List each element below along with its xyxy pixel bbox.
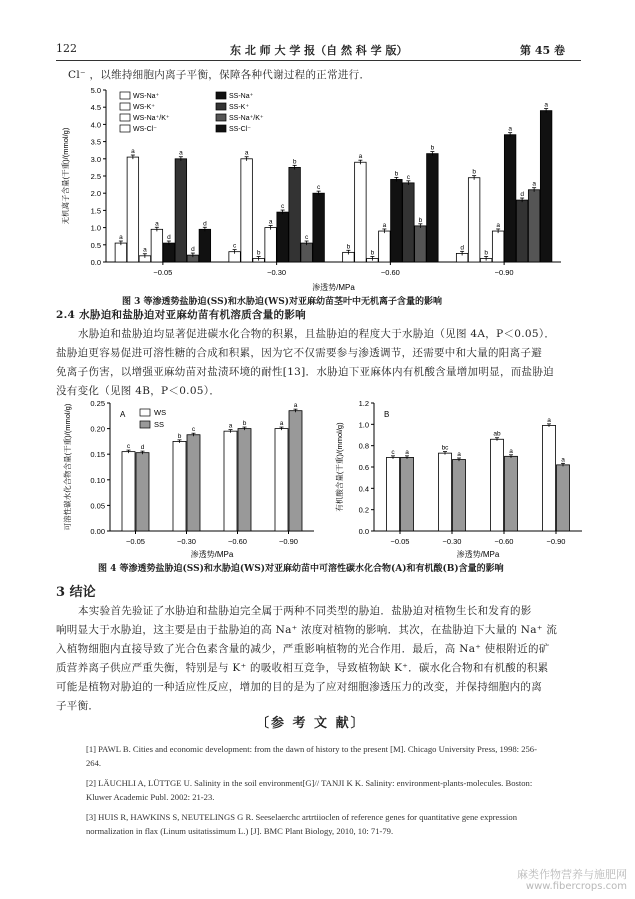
sec3-paragraph xyxy=(56,602,586,716)
legend-label: WS-Cl⁻ xyxy=(133,126,157,133)
significance-letter: c xyxy=(126,443,131,451)
legend-swatch xyxy=(216,125,226,132)
header-rule xyxy=(56,60,581,61)
legend-label: SS-Na⁺ xyxy=(229,93,254,100)
panel-label: A xyxy=(120,410,126,419)
sec24-line: 没有变化（见图 4B，P＜0.05）． xyxy=(56,385,221,397)
bar xyxy=(528,190,540,262)
significance-letter: b xyxy=(418,216,423,224)
bar xyxy=(163,243,175,262)
y-tick-label: 0.15 xyxy=(90,450,105,460)
y-tick-label: 0.8 xyxy=(358,441,369,451)
bar xyxy=(289,411,302,531)
significance-letter: b xyxy=(394,170,399,178)
significance-letter: b xyxy=(472,168,476,176)
reference-line: normalization in flax (Linum usitatissimum L.) [J]. BMC Plant Biology, 2010, 10: 71-79. xyxy=(86,826,394,836)
significance-letter: a xyxy=(179,149,183,157)
sec3-line: 响明显大于水胁迫，这主要是由于盐胁迫的高 Na⁺ 浓度对植物的影响．其次，在盐胁迫下大量的 Na⁺ 流 xyxy=(56,624,558,636)
significance-letter: b xyxy=(242,420,247,428)
x-tick-label: −0.60 xyxy=(380,268,400,277)
x-axis-label: 渗透势/MPa xyxy=(456,550,500,559)
x-tick-label: −0.90 xyxy=(279,537,298,546)
sec3-line: 子平衡． xyxy=(56,700,100,712)
y-tick-label: 3.5 xyxy=(90,137,101,147)
bar xyxy=(289,167,301,262)
significance-letter: b xyxy=(430,144,435,152)
significance-letter: a xyxy=(532,180,536,188)
fig4b-chart xyxy=(330,397,588,559)
references-list xyxy=(86,742,586,838)
journal-title: 东 北 师 大 学 报（自 然 科 学 版） xyxy=(230,44,408,57)
significance-letter: a xyxy=(508,125,512,133)
bar xyxy=(387,457,400,531)
significance-letter: d xyxy=(203,220,207,228)
x-tick-label: −0.90 xyxy=(494,268,514,277)
y-tick-label: 0.6 xyxy=(358,463,369,472)
x-tick-label: −0.05 xyxy=(153,268,173,277)
fig4-caption: 图 4 等渗透势盐胁迫(SS)和水胁迫(WS)对亚麻幼苗中可溶性碳水化合物(A)和有机酸(B)含量的影响 xyxy=(98,564,504,574)
y-axis-label: 可溶性碳水化合物含量(干重)/(mmol/g) xyxy=(63,403,72,531)
y-tick-label: 0.5 xyxy=(90,240,101,250)
significance-letter: a xyxy=(131,148,135,156)
significance-letter: a xyxy=(143,246,147,254)
legend-label: WS-Na⁺ xyxy=(133,93,160,100)
reference-line: 264. xyxy=(86,758,102,768)
reference-line: [2] LÄUCHLI A, LÜTTGE U. Salinity in the soil environment[G]// TANJI K K. Salinity: environment-plants-molecules. Boston: xyxy=(86,778,533,788)
bar xyxy=(127,157,139,262)
sec3-line: 入植物细胞内直接导致了光合色素含量的减少，严重影响植物的光合作用．最后，高 Na⁺ 使根附近的矿 xyxy=(56,643,550,655)
significance-letter: a xyxy=(457,450,461,458)
legend-swatch xyxy=(216,114,226,121)
bar xyxy=(427,154,439,262)
x-tick-label: −0.30 xyxy=(442,537,462,546)
legend-swatch xyxy=(120,103,130,110)
significance-letter: b xyxy=(370,249,375,257)
reference-line: Kluwer Academic Publ. 2002: 21-23. xyxy=(86,792,215,802)
significance-letter: a xyxy=(496,221,500,229)
page-number: 122 xyxy=(56,42,77,55)
sec3-line: 质营养离子供应严重失衡，特别是与 K⁺ 的吸收相互竞争，导致植物缺 K⁺．碳水化合物和有机酸的积累 xyxy=(56,662,549,674)
x-tick-label: −0.05 xyxy=(390,537,410,546)
bar xyxy=(313,193,325,262)
significance-letter: a xyxy=(509,447,513,455)
y-tick-label: 3.0 xyxy=(90,154,101,164)
bar xyxy=(453,460,466,531)
y-tick-label: 2.5 xyxy=(90,172,101,181)
volume-label: 第 45 卷 xyxy=(520,44,565,57)
sec3-line: 本实验首先验证了水胁迫和盐胁迫完全属于两种不同类型的胁迫．盐胁迫对植物生长和发育的影 xyxy=(78,605,532,617)
y-tick-label: 5.0 xyxy=(90,86,101,95)
bar xyxy=(355,162,367,262)
bar xyxy=(379,231,391,262)
x-tick-label: −0.30 xyxy=(177,537,196,546)
x-tick-label: −0.30 xyxy=(267,268,287,277)
y-tick-label: 0.00 xyxy=(90,527,105,536)
y-tick-label: 1.0 xyxy=(90,223,101,233)
y-tick-label: 4.5 xyxy=(90,103,101,113)
significance-letter: d xyxy=(191,246,195,254)
legend-label: SS xyxy=(154,420,165,429)
x-tick-label: −0.60 xyxy=(494,537,514,546)
legend-swatch xyxy=(140,421,150,428)
bar xyxy=(516,200,528,262)
x-tick-label: −0.05 xyxy=(126,537,145,546)
y-tick-label: 0.05 xyxy=(90,501,105,511)
bar xyxy=(415,226,427,262)
y-tick-label: 0.4 xyxy=(358,484,369,494)
bar xyxy=(439,453,452,531)
significance-letter: bc xyxy=(441,444,449,452)
legend-label: WS xyxy=(154,408,167,417)
legend-label: SS-Na⁺/K⁺ xyxy=(229,115,264,122)
bar xyxy=(468,178,480,262)
y-tick-label: 0.20 xyxy=(90,424,105,434)
significance-letter: a xyxy=(268,218,273,226)
y-tick-label: 0.10 xyxy=(90,475,105,485)
significance-letter: ab xyxy=(493,430,501,438)
bar xyxy=(543,425,556,531)
x-tick-label: −0.60 xyxy=(228,537,247,546)
significance-letter: b xyxy=(256,249,261,257)
y-tick-label: 0.25 xyxy=(90,399,105,408)
significance-letter: c xyxy=(391,448,395,456)
bar xyxy=(241,159,253,262)
legend-swatch xyxy=(120,114,130,121)
legend-label: SS-Cl⁻ xyxy=(229,126,251,133)
legend-label: SS-K⁺ xyxy=(229,104,250,111)
y-tick-label: 0.0 xyxy=(358,527,369,536)
bar xyxy=(277,212,289,262)
significance-letter: a xyxy=(382,221,387,229)
significance-letter: c xyxy=(317,184,321,192)
significance-letter: b xyxy=(292,158,297,166)
sec3-line: 可能是植物对胁迫的一种适应性反应，增加的目的是为了应对细胞渗透压力的改变，并保持细胞内的离 xyxy=(56,681,542,693)
significance-letter: c xyxy=(406,173,410,181)
significance-letter: a xyxy=(544,101,548,109)
significance-letter: a xyxy=(244,149,249,157)
significance-letter: d xyxy=(167,234,171,242)
y-tick-label: 0.2 xyxy=(358,505,369,515)
significance-letter: a xyxy=(547,416,551,424)
bar xyxy=(224,431,237,531)
bar xyxy=(136,453,149,531)
y-tick-label: 2.0 xyxy=(90,189,101,199)
bar xyxy=(391,179,403,262)
significance-letter: a xyxy=(279,420,284,428)
y-axis-label: 有机酸含量(干重)/(mmol/g) xyxy=(335,422,344,512)
legend-swatch xyxy=(120,92,130,99)
legend-label: WS-K⁺ xyxy=(133,104,155,111)
sec3-heading: 3 结论 xyxy=(56,585,96,600)
legend-swatch xyxy=(120,125,130,132)
bar xyxy=(504,135,516,262)
bar xyxy=(492,231,504,262)
bar xyxy=(238,429,251,531)
y-tick-label: 1.2 xyxy=(358,399,369,408)
bar xyxy=(265,228,277,262)
x-tick-label: −0.90 xyxy=(546,537,566,546)
bar xyxy=(540,111,552,262)
significance-letter: b xyxy=(346,243,351,251)
reference-line: [3] HUIS R, HAWKINS S, NEUTELINGS G R. Seeselaerchc artrtiioclen of reference genes for quantitative gene expression xyxy=(86,812,518,822)
bar xyxy=(175,159,187,262)
fig3-chart xyxy=(56,82,581,292)
significance-letter: d xyxy=(140,444,145,452)
intro-line: Cl⁻ ，以维持细胞内离子平衡，保障各种代谢过程的正常进行． xyxy=(68,69,371,81)
sec24-line: 水胁迫和盐胁迫均显著促进碳水化合物的积累，且盐胁迫的程度大于水胁迫（见图 4A，P＜0.05）． xyxy=(78,328,556,340)
bar xyxy=(491,439,504,531)
significance-letter: a xyxy=(293,402,298,410)
significance-letter: d xyxy=(460,244,464,252)
legend-label: WS-Na⁺/K⁺ xyxy=(133,115,170,122)
y-axis-label: 无机离子含量(干重)/(mmol/g) xyxy=(61,127,70,225)
significance-letter: c xyxy=(233,242,237,250)
panel-label: B xyxy=(384,410,390,419)
significance-letter: c xyxy=(305,234,309,242)
watermark-line2: www.fibercrops.com xyxy=(525,881,627,892)
reference-line: [1] PAWL B. Cities and economic development: from the dawn of history to the present [M]. Chicago University Press, 1998: 256- xyxy=(86,744,537,754)
bar xyxy=(275,429,288,531)
sec24-heading: 2.4 水胁迫和盐胁迫对亚麻幼苗有机溶质含量的影响 xyxy=(56,309,306,321)
significance-letter: a xyxy=(228,422,233,430)
sec24-line: 免离子伤害，以增强亚麻幼苗对盐渍环境的耐性[13]．水胁迫下亚麻体内有机酸含量增加明显，而盐胁迫 xyxy=(56,366,554,378)
bar xyxy=(115,243,127,262)
significance-letter: a xyxy=(119,234,123,242)
bar xyxy=(173,441,186,531)
y-tick-label: 1.5 xyxy=(90,206,101,216)
fig3-caption: 图 3 等渗透势盐胁迫(SS)和水胁迫(WS)对亚麻幼苗茎叶中无机离子含量的影响 xyxy=(122,297,442,307)
bar xyxy=(187,435,200,531)
bar xyxy=(557,465,570,531)
y-tick-label: 0.0 xyxy=(90,258,101,267)
x-axis-label: 渗透势/MPa xyxy=(190,550,234,559)
significance-letter: b xyxy=(177,432,182,440)
references-heading: 〔参 考 文 献〕 xyxy=(256,716,366,731)
watermark-line1: 麻类作物营养与施肥网 xyxy=(517,868,627,881)
significance-letter: a xyxy=(561,456,565,464)
legend-swatch xyxy=(216,92,226,99)
significance-letter: b xyxy=(484,249,488,257)
legend-swatch xyxy=(216,103,226,110)
significance-letter: d xyxy=(520,191,524,199)
y-tick-label: 1.0 xyxy=(358,420,369,430)
significance-letter: a xyxy=(155,220,159,228)
bar xyxy=(151,229,163,262)
bar xyxy=(403,183,415,262)
bar xyxy=(199,229,211,262)
bar xyxy=(122,452,135,531)
legend-swatch xyxy=(140,409,150,416)
significance-letter: c xyxy=(281,203,285,211)
sec24-paragraph xyxy=(56,325,586,401)
x-axis-label: 渗透势/MPa xyxy=(312,283,355,292)
significance-letter: c xyxy=(191,426,196,434)
bar xyxy=(401,457,414,531)
y-tick-label: 4.0 xyxy=(90,120,101,130)
bar xyxy=(505,456,518,531)
significance-letter: a xyxy=(358,153,363,161)
sec24-line: 盐胁迫更容易促进可溶性糖的合成和积累，因为它不仅需要参与渗透调节，还需要中和大量的阳离子避 xyxy=(56,347,542,359)
significance-letter: a xyxy=(405,448,409,456)
bar xyxy=(301,243,313,262)
fig4a-chart xyxy=(58,397,320,559)
